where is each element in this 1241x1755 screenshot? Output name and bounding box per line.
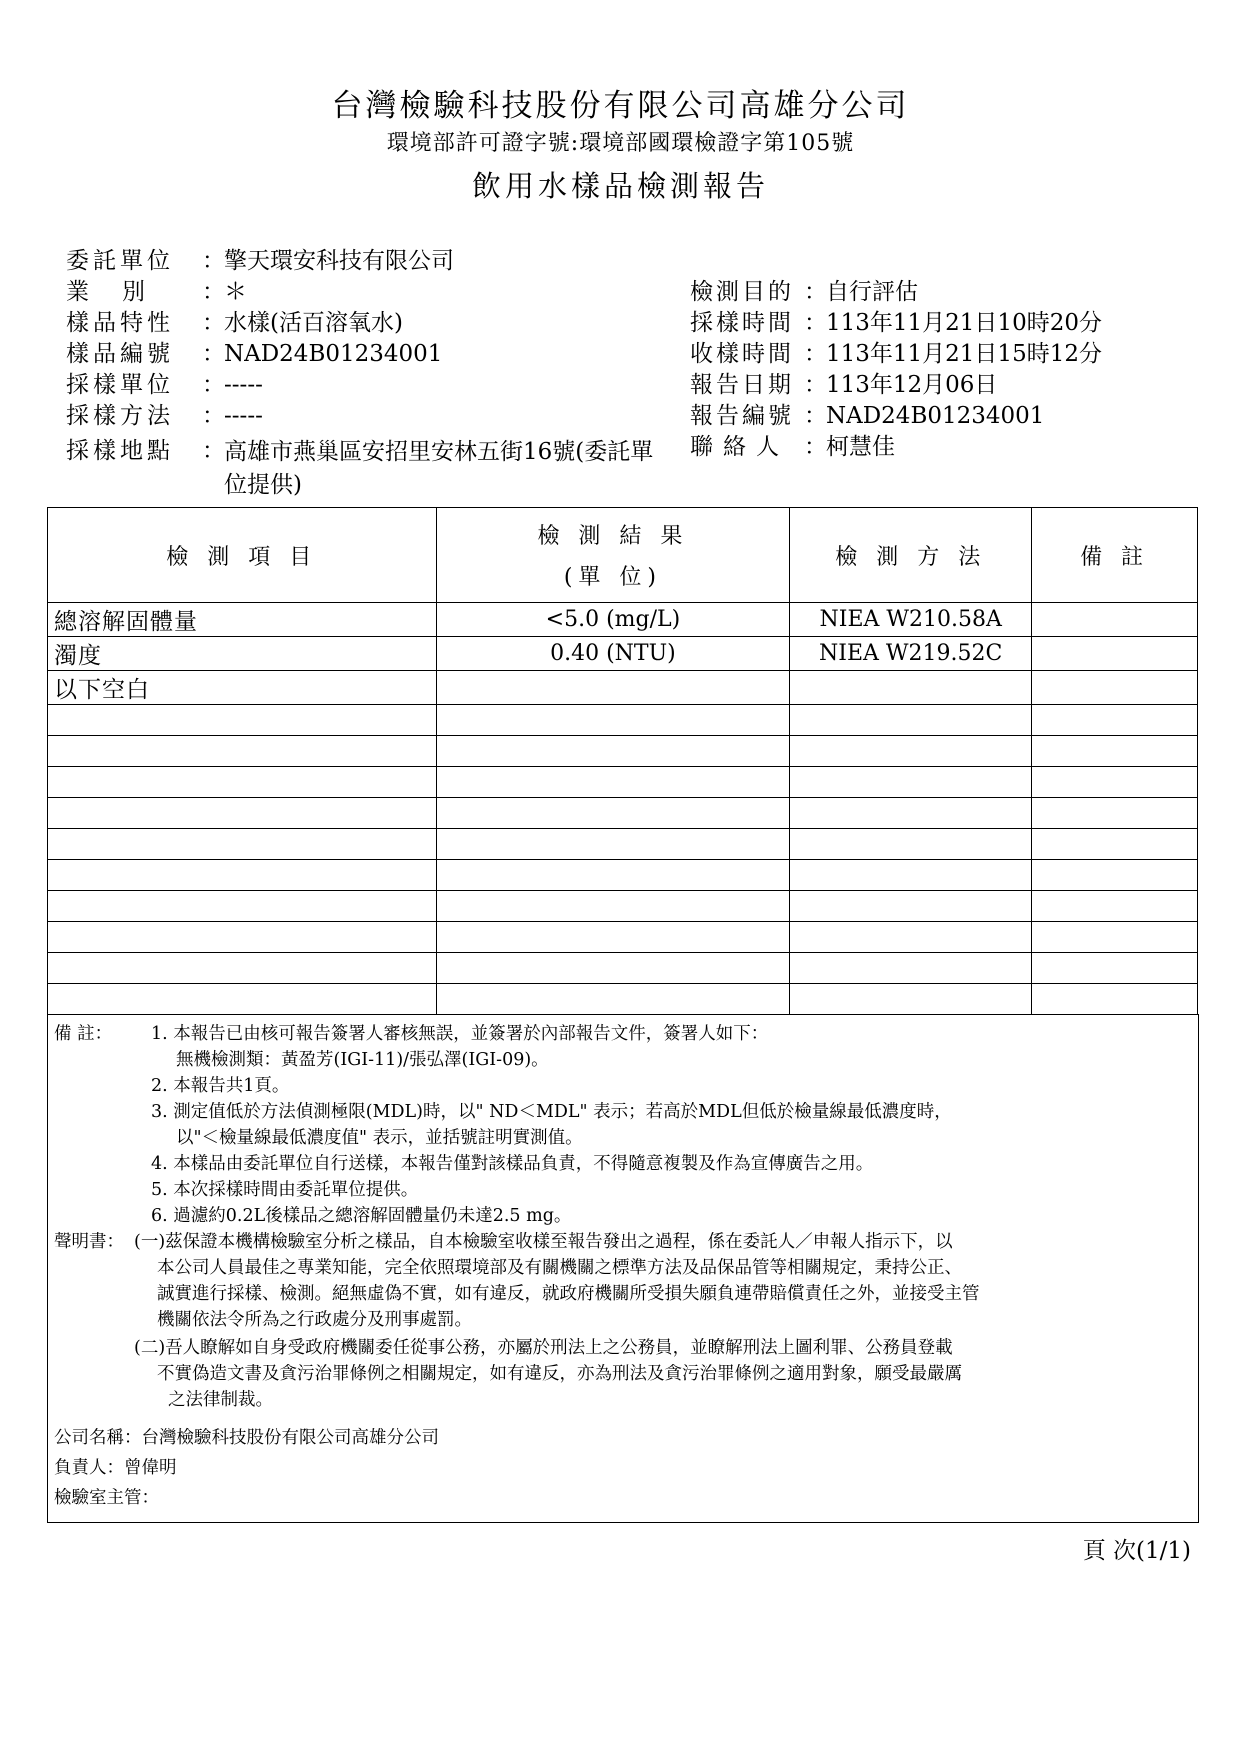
note-1a: 1. 本報告已由核可報告簽署人審核無誤，並簽署於內部報告文件，簽署人如下： bbox=[151, 1024, 769, 1044]
row-method: NIEA W210.58A bbox=[790, 603, 1032, 637]
declaration-2b: 不實偽造文書及貪污治罪條例之相關規定，如有違反，亦為刑法及貪污治罪條例之適用對象，願受最嚴厲 bbox=[157, 1364, 962, 1384]
footer-company: 公司名稱：台灣檢驗科技股份有限公司高雄分公司 bbox=[54, 1428, 439, 1448]
footer-responsible: 負責人：曾偉明 bbox=[54, 1458, 177, 1478]
header-unit-label: (單 位) bbox=[563, 565, 663, 590]
report-no-value: NAD24B01234001 bbox=[826, 403, 1045, 429]
business-value: ＊ bbox=[224, 279, 247, 305]
empty-row bbox=[48, 798, 1198, 829]
declaration-2a: (二)吾人瞭解如自身受政府機關委任從事公務，亦屬於刑法上之公務員，並瞭解刑法上圖利罪、公務員登載 bbox=[134, 1338, 953, 1358]
row-remark bbox=[1032, 671, 1198, 705]
declaration-1d: 機關依法令所為之行政處分及刑事處罰。 bbox=[157, 1310, 472, 1330]
declaration-1b: 本公司人員最佳之專業知能，完全依照環境部及有關機關之標準方法及品保品管等相關規定，秉持公正、 bbox=[157, 1258, 962, 1278]
sampling-time-label: 採樣時間 bbox=[690, 310, 794, 336]
row-method: NIEA W219.52C bbox=[790, 637, 1032, 671]
empty-row bbox=[48, 705, 1198, 736]
info-client: 委託單位 ：擎天環安科技有限公司 bbox=[66, 246, 454, 277]
page-number: 頁 次(1/1) bbox=[1082, 1538, 1191, 1564]
note-1b: 無機檢測類：黃盈芳(IGI-11)/張弘澤(IGI-09)。 bbox=[176, 1050, 549, 1070]
table-row bbox=[48, 671, 1198, 705]
empty-row bbox=[48, 891, 1198, 922]
notes-section bbox=[47, 1014, 1199, 1523]
row-result: 0.40 (NTU) bbox=[436, 637, 790, 671]
header-remark: 備 註 bbox=[1032, 508, 1198, 603]
sample-type-label: 樣品特性 bbox=[66, 310, 174, 336]
table-row bbox=[48, 637, 1198, 671]
sampling-site-label: 採樣地點 bbox=[66, 438, 174, 464]
business-label: 業別 bbox=[66, 279, 178, 305]
contact-value: 柯慧佳 bbox=[826, 434, 895, 460]
sample-no-label: 樣品編號 bbox=[66, 341, 174, 367]
client-value: 擎天環安科技有限公司 bbox=[224, 248, 454, 274]
sampling-site-value: 高雄市燕巢區安招里安林五街16號(委託單位提供) bbox=[224, 439, 654, 498]
note-4: 4. 本樣品由委託單位自行送樣，本報告僅對該樣品負責，不得隨意複製及作為宣傳廣告之用。 bbox=[151, 1154, 874, 1174]
row-item: 總溶解固體量 bbox=[48, 603, 437, 637]
report-no-label: 報告編號 bbox=[690, 403, 794, 429]
row-item: 以下空白 bbox=[48, 671, 437, 705]
sampling-unit-value: ----- bbox=[224, 372, 263, 398]
info-sampling-time: 採樣時間 ：113年11月21日10時20分 bbox=[690, 308, 1102, 339]
client-label: 委託單位 bbox=[66, 248, 174, 274]
note-3b: 以"＜檢量線最低濃度值" 表示，並括號註明實測值。 bbox=[176, 1128, 583, 1148]
empty-row bbox=[48, 860, 1198, 891]
row-method bbox=[790, 671, 1032, 705]
contact-label: 聯絡人 bbox=[690, 434, 789, 460]
info-contact: 聯絡人 ：柯慧佳 bbox=[690, 432, 895, 463]
report-date-value: 113年12月06日 bbox=[826, 372, 998, 398]
row-remark bbox=[1032, 603, 1198, 637]
row-result: <5.0 (mg/L) bbox=[436, 603, 790, 637]
header-result-label: 檢 測 結 果 bbox=[537, 524, 689, 549]
notes-label: 備 註： bbox=[54, 1024, 113, 1044]
row-remark bbox=[1032, 637, 1198, 671]
note-3a: 3. 測定值低於方法偵測極限(MDL)時，以" ND＜MDL" 表示；若高於MDL但低於檢量線最低濃度時， bbox=[151, 1102, 952, 1122]
report-title: 飲用水樣品檢測報告 bbox=[471, 169, 769, 203]
info-sampling-unit: 採樣單位 ：----- bbox=[66, 370, 263, 401]
declaration-1a: (一)茲保證本機構檢驗室分析之樣品，自本檢驗室收樣至報告發出之過程，係在委託人／申報人指示下，以 bbox=[134, 1232, 953, 1252]
declaration-1c: 誠實進行採樣、檢測。絕無虛偽不實，如有違反，就政府機關所受損失願負連帶賠償責任之外，並接受主管 bbox=[157, 1284, 980, 1304]
info-report-date: 報告日期 ：113年12月06日 bbox=[690, 370, 997, 401]
report-date-label: 報告日期 bbox=[690, 372, 794, 398]
note-5: 5. 本次採樣時間由委託單位提供。 bbox=[151, 1180, 419, 1200]
table-header-row bbox=[48, 508, 1198, 603]
table-row bbox=[48, 603, 1198, 637]
header-result bbox=[436, 508, 790, 603]
sampling-method-label: 採樣方法 bbox=[66, 403, 174, 429]
received-time-label: 收樣時間 bbox=[690, 341, 794, 367]
received-time-value: 113年11月21日15時12分 bbox=[826, 341, 1102, 367]
info-sampling-method: 採樣方法 ：----- bbox=[66, 401, 263, 432]
row-item: 濁度 bbox=[48, 637, 437, 671]
empty-row bbox=[48, 736, 1198, 767]
info-report-no: 報告編號 ：NAD24B01234001 bbox=[690, 401, 1044, 432]
row-result bbox=[436, 671, 790, 705]
declaration-label: 聲明書： bbox=[54, 1232, 124, 1252]
results-table bbox=[47, 507, 1198, 1015]
empty-row bbox=[48, 922, 1198, 953]
info-received-time: 收樣時間 ：113年11月21日15時12分 bbox=[690, 339, 1102, 370]
purpose-value: 自行評估 bbox=[826, 279, 918, 305]
info-purpose: 檢測目的 ：自行評估 bbox=[690, 277, 918, 308]
footer-lab-manager: 檢驗室主管： bbox=[54, 1488, 159, 1508]
note-2: 2. 本報告共1頁。 bbox=[151, 1076, 290, 1096]
license-number: 環境部許可證字號:環境部國環檢證字第105號 bbox=[386, 131, 855, 156]
empty-row bbox=[48, 984, 1198, 1015]
info-sample-type: 樣品特性 ：水樣(活百溶氧水) bbox=[66, 308, 403, 339]
empty-row bbox=[48, 829, 1198, 860]
empty-row bbox=[48, 953, 1198, 984]
sample-type-value: 水樣(活百溶氧水) bbox=[224, 310, 403, 336]
header-method: 檢 測 方 法 bbox=[790, 508, 1032, 603]
sampling-unit-label: 採樣單位 bbox=[66, 372, 174, 398]
company-title: 台灣檢驗科技股份有限公司高雄分公司 bbox=[331, 88, 910, 124]
sampling-time-value: 113年11月21日10時20分 bbox=[826, 310, 1102, 336]
declaration-2c: 之法律制裁。 bbox=[168, 1390, 273, 1410]
note-6: 6. 過濾約0.2L後樣品之總溶解固體量仍未達2.5 mg。 bbox=[151, 1206, 572, 1226]
header-item: 檢 測 項 目 bbox=[48, 508, 437, 603]
info-sample-no: 樣品編號 ：NAD24B01234001 bbox=[66, 339, 442, 370]
sampling-method-value: ----- bbox=[224, 403, 263, 429]
info-business: 業別 ：＊ bbox=[66, 277, 247, 308]
empty-row bbox=[48, 767, 1198, 798]
sample-no-value: NAD24B01234001 bbox=[224, 341, 443, 367]
purpose-label: 檢測目的 bbox=[690, 279, 794, 305]
info-sampling-site: 採樣地點 ：高雄市燕巢區安招里安林五街16號(委託單位提供) bbox=[66, 436, 672, 502]
